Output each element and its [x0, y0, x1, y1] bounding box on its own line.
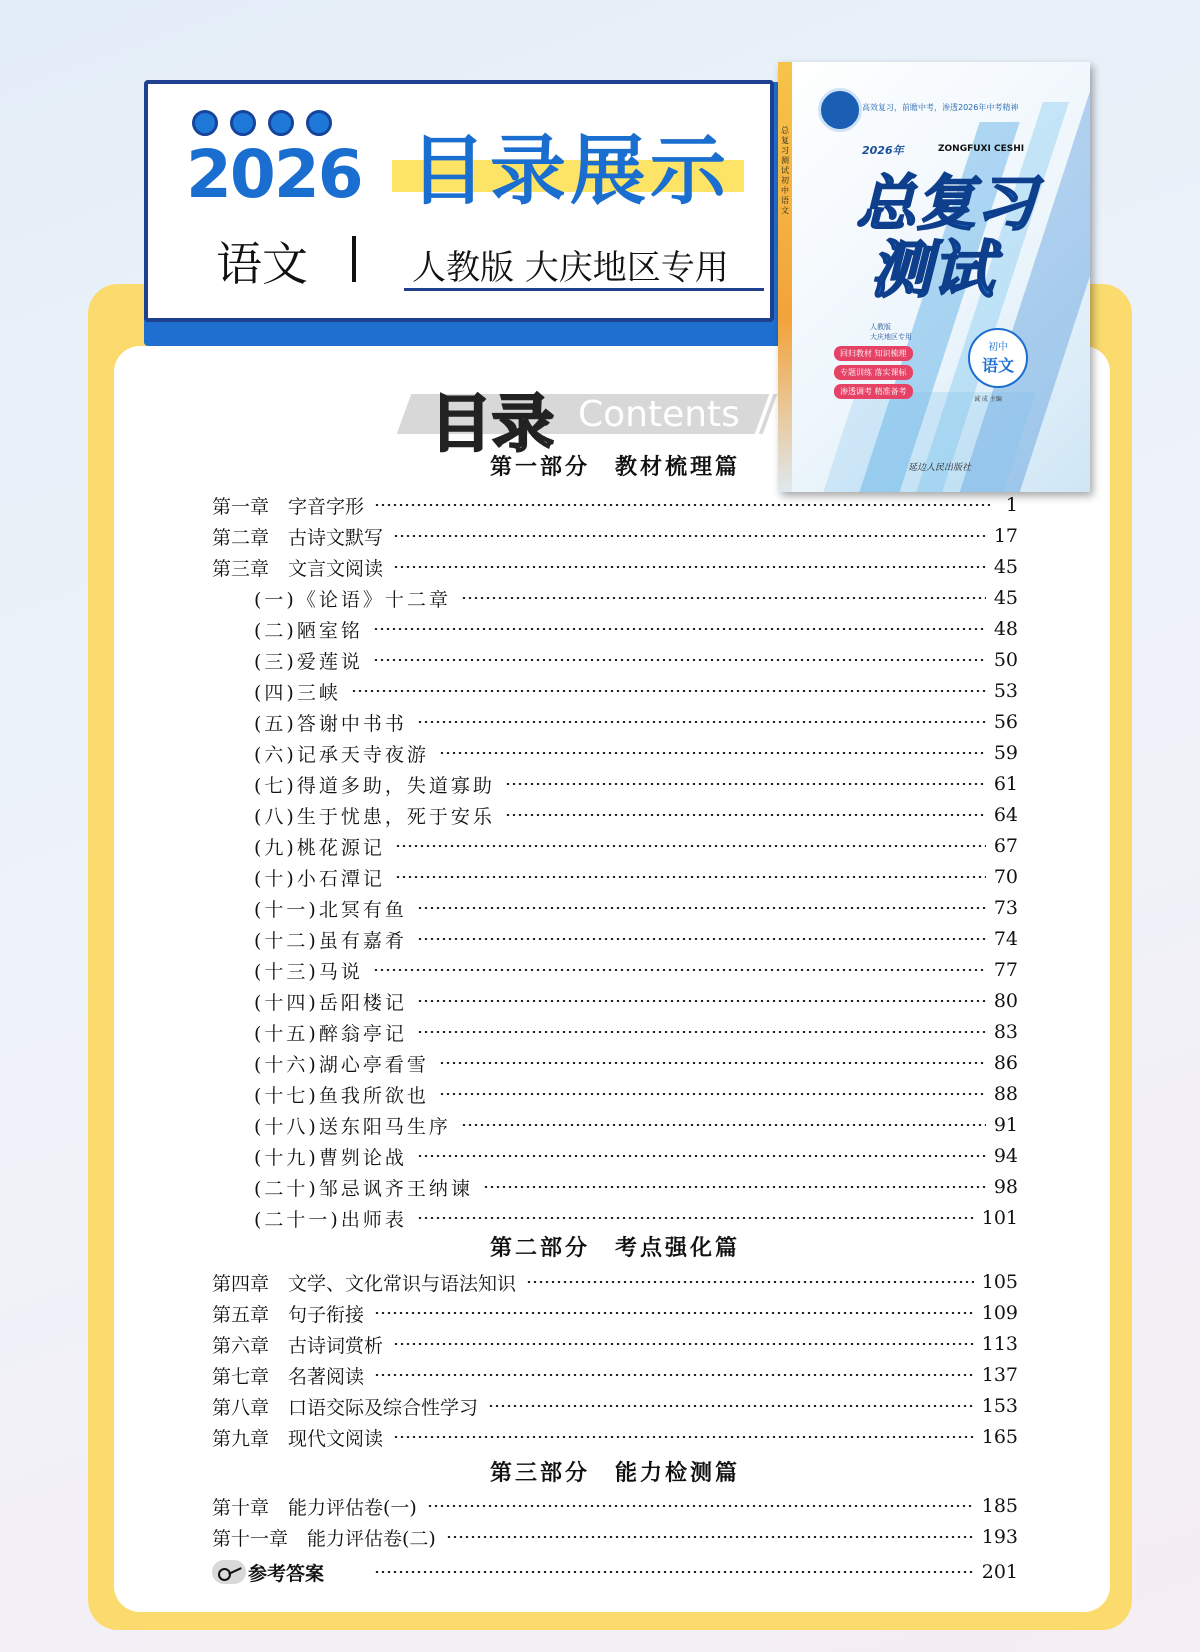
toc-page: 53	[993, 680, 1018, 702]
toc-page: 80	[993, 990, 1018, 1012]
dot-leader	[427, 1505, 974, 1507]
dot-leader	[374, 1312, 974, 1314]
toc-label: 第五章 句子衔接	[212, 1303, 365, 1326]
toc-label: (一)《论语》十二章	[254, 588, 451, 611]
dot-leader	[351, 690, 986, 692]
toc-row	[212, 491, 1018, 519]
book-publisher: 延边人民出版社	[908, 463, 972, 473]
toc-page: 137	[981, 1364, 1018, 1386]
toc-page: 98	[993, 1176, 1018, 1198]
toc-subrow	[212, 646, 1018, 674]
toc-label: (六)记承天寺夜游	[254, 743, 429, 766]
toc-subrow	[212, 739, 1018, 767]
toc-row	[212, 1299, 1018, 1327]
toc-page: 185	[981, 1495, 1018, 1517]
toc-label: (十二)虽有嘉肴	[254, 929, 407, 952]
toc-page: 113	[981, 1333, 1018, 1355]
dot-leader	[526, 1281, 974, 1283]
dot-icon	[268, 110, 294, 136]
book-pinyin: ZONGFUXI CESHI	[938, 144, 1025, 154]
toc-label: 第六章 古诗词赏析	[212, 1334, 384, 1357]
dot-leader	[461, 1124, 986, 1126]
dot-leader	[505, 814, 986, 816]
toc-label: (十三)马说	[254, 960, 363, 983]
toc-subrow	[212, 1018, 1018, 1046]
toc-label: 第十章 能力评估卷(一)	[212, 1496, 417, 1519]
toc-subrow	[212, 677, 1018, 705]
book-title-line1: 总复习	[856, 169, 1036, 239]
toc-page: 48	[993, 618, 1018, 640]
contents-heading-en: Contents	[578, 394, 740, 435]
dot-leader	[439, 1062, 986, 1064]
dot-leader	[373, 659, 986, 661]
toc-subrow	[212, 770, 1018, 798]
toc-page: 45	[993, 587, 1018, 609]
book-year-badge: 2026年	[862, 144, 904, 157]
toc-subrow	[212, 956, 1018, 984]
book-tag: 专题训练 落实课标	[834, 365, 913, 380]
dot-leader	[446, 1536, 974, 1538]
toc-page: 45	[993, 556, 1018, 578]
toc-label: 第八章 口语交际及综合性学习	[212, 1396, 479, 1419]
toc-subrow	[212, 1111, 1018, 1139]
toc-page: 153	[981, 1395, 1018, 1417]
book-title-line2: 测试	[870, 233, 995, 306]
dot-icon	[230, 110, 256, 136]
dot-leader	[393, 535, 986, 537]
toc-subrow	[212, 801, 1018, 829]
toc-page: 17	[993, 525, 1018, 547]
book-small-note	[870, 322, 912, 342]
toc-page: 101	[981, 1207, 1018, 1229]
dot-leader	[417, 1217, 974, 1219]
dot-leader	[461, 597, 986, 599]
toc-label: (十八)送东阳马生序	[254, 1115, 451, 1138]
toc-page: 74	[993, 928, 1018, 950]
toc-page: 1	[1005, 494, 1018, 516]
toc-subrow	[212, 925, 1018, 953]
toc-page: 61	[993, 773, 1018, 795]
toc-subrow	[212, 584, 1018, 612]
toc-row	[212, 522, 1018, 550]
toc-page: 73	[993, 897, 1018, 919]
toc-page: 201	[981, 1561, 1018, 1583]
book-tags	[834, 346, 913, 399]
toc-subrow	[212, 832, 1018, 860]
edition-label: 人教版 大庆地区专用	[412, 248, 729, 288]
part-heading: 第三部分 能力检测篇	[489, 1460, 740, 1486]
toc-label: (十九)曹刿论战	[254, 1146, 407, 1169]
decorative-dots	[192, 110, 332, 136]
book-note-region: 大庆地区专用	[870, 333, 912, 341]
toc-page: 83	[993, 1021, 1018, 1043]
dot-leader	[417, 1155, 986, 1157]
toc-row	[212, 1492, 1018, 1520]
toc-subrow	[212, 1049, 1018, 1077]
dot-icon	[306, 110, 332, 136]
book-slogan: 高效复习，前瞻中考，渗透2026年中考精神	[862, 103, 1019, 112]
part-heading: 第二部分 考点强化篇	[489, 1235, 740, 1261]
dot-leader	[417, 721, 986, 723]
toc-row	[212, 553, 1018, 581]
toc-label: (十四)岳阳楼记	[254, 991, 407, 1014]
toc-page: 165	[981, 1426, 1018, 1448]
toc-label: 第一章 字音字形	[212, 495, 365, 518]
toc-subrow	[212, 615, 1018, 643]
dot-leader	[439, 752, 986, 754]
toc-label: (二十)邹忌讽齐王纳谏	[254, 1177, 473, 1200]
toc-label: 参考答案	[248, 1562, 325, 1585]
toc-row	[212, 1268, 1018, 1296]
toc-page: 70	[993, 866, 1018, 888]
book-cover-image	[778, 62, 1090, 492]
toc-row	[212, 1330, 1018, 1358]
page-title: 目录展示	[410, 126, 730, 215]
toc-row-answers	[212, 1558, 1018, 1586]
toc-subrow	[212, 894, 1018, 922]
subject-label: 语文	[216, 237, 308, 291]
dot-leader	[417, 907, 986, 909]
toc-row	[212, 1392, 1018, 1420]
toc-label: (四)三峡	[254, 681, 341, 704]
book-spine-text: 总复习测试初中语文	[781, 126, 789, 215]
dot-leader	[393, 1436, 974, 1438]
book-tag: 回归教材 知识梳理	[834, 346, 913, 361]
book-subject: 语文	[981, 356, 1014, 375]
key-icon	[212, 1560, 246, 1584]
divider	[352, 236, 356, 282]
book-subject-badge	[968, 328, 1028, 388]
year-label: 2026	[186, 136, 362, 213]
contents-heading-zh: 目录	[430, 387, 555, 460]
toc-label: 第四章 文学、文化常识与语法知识	[212, 1272, 517, 1295]
toc-page: 77	[993, 959, 1018, 981]
toc-label: 第十一章 能力评估卷(二)	[212, 1527, 436, 1550]
dot-leader	[395, 845, 986, 847]
book-tag: 渗透调考 精准备考	[834, 384, 913, 399]
dot-leader	[417, 1031, 986, 1033]
dot-leader	[373, 628, 986, 630]
dot-leader	[505, 783, 986, 785]
toc-label: (五)答谢中书书	[254, 712, 407, 735]
edition-underline	[404, 288, 764, 291]
toc-subrow	[212, 863, 1018, 891]
toc-page: 88	[993, 1083, 1018, 1105]
dot-leader	[483, 1186, 986, 1188]
toc-label: (九)桃花源记	[254, 836, 385, 859]
toc-label: (十一)北冥有鱼	[254, 898, 407, 921]
toc-page: 67	[993, 835, 1018, 857]
dot-leader	[439, 1093, 986, 1095]
toc-label: (十五)醉翁亭记	[254, 1022, 407, 1045]
toc-page: 86	[993, 1052, 1018, 1074]
toc-label: (二)陋室铭	[254, 619, 363, 642]
toc-row	[212, 1423, 1018, 1451]
toc-subrow	[212, 1204, 1018, 1232]
toc-page: 193	[981, 1526, 1018, 1548]
toc-label: (八)生于忧患，死于安乐	[254, 805, 495, 828]
dot-leader	[488, 1405, 974, 1407]
toc-label: 第九章 现代文阅读	[212, 1427, 384, 1450]
book-note-edition: 人教版	[870, 323, 891, 331]
toc-subrow	[212, 1142, 1018, 1170]
part-heading: 第一部分 教材梳理篇	[489, 454, 740, 480]
toc-subrow	[212, 708, 1018, 736]
toc-label: 第七章 名著阅读	[212, 1365, 365, 1388]
toc-page: 64	[993, 804, 1018, 826]
toc-row	[212, 1361, 1018, 1389]
book-level: 初中	[988, 342, 1008, 353]
dot-leader	[393, 1343, 974, 1345]
toc-label: 第二章 古诗文默写	[212, 526, 384, 549]
toc-label: (二十一)出师表	[254, 1208, 407, 1231]
dot-leader	[373, 969, 986, 971]
toc-subrow	[212, 987, 1018, 1015]
toc-page: 105	[981, 1271, 1018, 1293]
toc-label: (三)爱莲说	[254, 650, 363, 673]
dot-leader	[395, 876, 986, 878]
book-editor: 诚 成 主编	[974, 396, 1002, 403]
toc-label: (十七)鱼我所欲也	[254, 1084, 429, 1107]
toc-label: (十六)湖心亭看雪	[254, 1053, 429, 1076]
dot-icon	[192, 110, 218, 136]
toc-page: 109	[981, 1302, 1018, 1324]
dot-leader	[417, 1000, 986, 1002]
toc-label: (七)得道多助，失道寡助	[254, 774, 495, 797]
toc-subrow	[212, 1173, 1018, 1201]
toc-row	[212, 1523, 1018, 1551]
dot-leader	[374, 1571, 974, 1573]
publisher-logo-icon	[818, 88, 862, 132]
toc-page: 59	[993, 742, 1018, 764]
toc-page: 56	[993, 711, 1018, 733]
dot-leader	[417, 938, 986, 940]
dot-leader	[393, 566, 986, 568]
toc-label: 第三章 文言文阅读	[212, 557, 384, 580]
toc-page: 94	[993, 1145, 1018, 1167]
dot-leader	[374, 1374, 974, 1376]
toc-page: 50	[993, 649, 1018, 671]
toc-page: 91	[993, 1114, 1018, 1136]
toc-subrow	[212, 1080, 1018, 1108]
toc-label: (十)小石潭记	[254, 867, 385, 890]
dot-leader	[374, 504, 990, 506]
